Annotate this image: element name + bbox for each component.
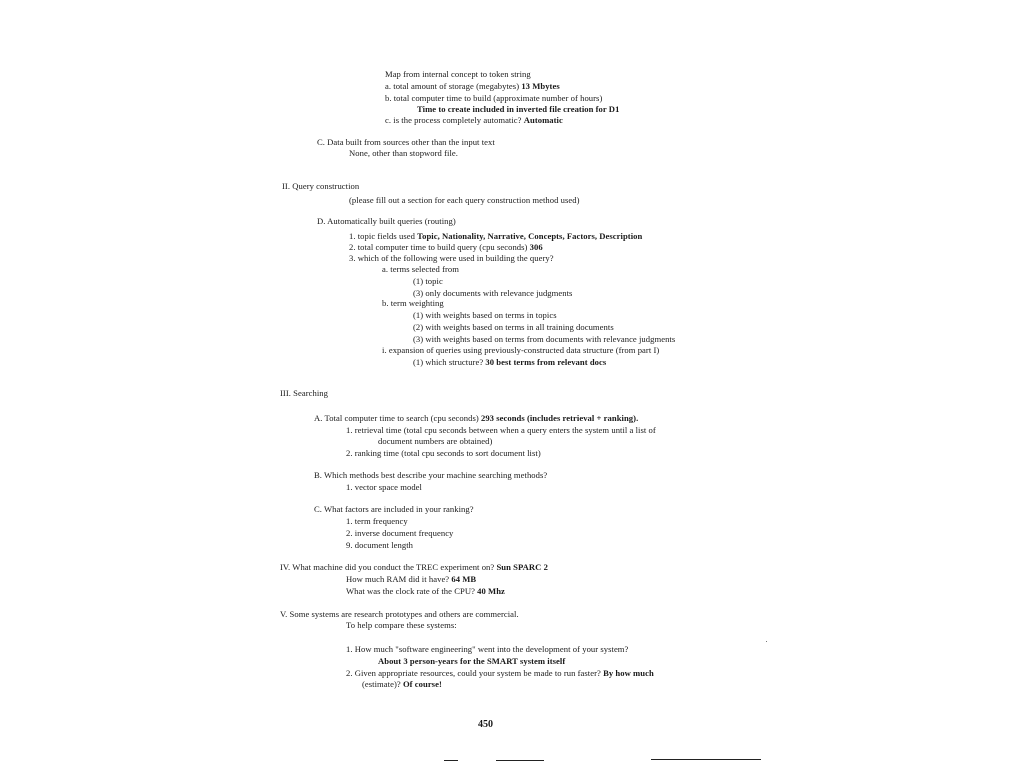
doc-line: (3) with weights based on terms from documents with relevance judgments	[413, 334, 676, 344]
section-heading: II. Query construction	[282, 181, 360, 191]
scan-artifact-rule	[444, 760, 458, 761]
scan-artifact-rule	[496, 760, 544, 761]
doc-line: a. terms selected from	[382, 264, 459, 274]
doc-line: (estimate)? Of course!	[362, 679, 442, 689]
doc-line: (2) with weights based on terms in all training documents	[413, 322, 614, 332]
doc-line: D. Automatically built queries (routing)	[317, 216, 456, 226]
doc-line: 1. term frequency	[346, 516, 408, 526]
doc-line: document numbers are obtained)	[378, 436, 493, 446]
doc-line: Time to create included in inverted file creation for D1	[417, 104, 620, 114]
doc-line: Map from internal concept to token string	[385, 69, 531, 79]
doc-line: 3. which of the following were used in building the query?	[349, 253, 554, 263]
doc-line: (please fill out a section for each query construction method used)	[349, 195, 580, 205]
doc-line: 1. topic fields used Topic, Nationality, Narrative, Concepts, Factors, Description	[349, 231, 643, 241]
doc-line: A. Total computer time to search (cpu seconds) 293 seconds (includes retrieval + ranking).	[314, 413, 639, 423]
section-heading: III. Searching	[280, 388, 328, 398]
doc-line: b. term weighting	[382, 298, 444, 308]
doc-line: 2. ranking time (total cpu seconds to sort document list)	[346, 448, 541, 458]
doc-line: 2. inverse document frequency	[346, 528, 454, 538]
doc-line: b. total computer time to build (approximate number of hours)	[385, 93, 603, 103]
doc-line: 1. retrieval time (total cpu seconds between when a query enters the system until a list of	[346, 425, 656, 435]
doc-line: What was the clock rate of the CPU? 40 Mhz	[346, 586, 505, 596]
doc-line: 2. Given appropriate resources, could your system be made to run faster? By how much	[346, 668, 654, 678]
doc-line: (1) which structure? 30 best terms from relevant docs	[413, 357, 607, 367]
scan-artifact-rule	[651, 759, 761, 760]
doc-line: i. expansion of queries using previously-constructed data structure (from part I)	[382, 345, 660, 355]
doc-line: (1) with weights based on terms in topics	[413, 310, 557, 320]
doc-line: 9. document length	[346, 540, 414, 550]
doc-line: 1. vector space model	[346, 482, 422, 492]
doc-line: How much RAM did it have? 64 MB	[346, 574, 477, 584]
doc-line: (1) topic	[413, 276, 443, 286]
doc-line: To help compare these systems:	[346, 620, 457, 630]
section-heading: IV. What machine did you conduct the TREC experiment on? Sun SPARC 2	[280, 562, 548, 572]
doc-line: About 3 person-years for the SMART system itself	[378, 656, 566, 666]
doc-line: None, other than stopword file.	[349, 148, 458, 158]
doc-line: a. total amount of storage (megabytes) 13 Mbytes	[385, 81, 560, 91]
doc-line: (3) only documents with relevance judgments	[413, 288, 573, 298]
scan-artifact-dot	[766, 641, 767, 642]
doc-line: c. is the process completely automatic? Automatic	[385, 115, 563, 125]
doc-line: B. Which methods best describe your machine searching methods?	[314, 470, 548, 480]
doc-line: C. What factors are included in your ranking?	[314, 504, 474, 514]
section-heading: V. Some systems are research prototypes and others are commercial.	[280, 609, 519, 619]
doc-line: 2. total computer time to build query (cpu seconds) 306	[349, 242, 543, 252]
page-number: 450	[478, 719, 493, 730]
doc-line: C. Data built from sources other than the input text	[317, 137, 495, 147]
doc-line: 1. How much "software engineering" went into the development of your system?	[346, 644, 629, 654]
